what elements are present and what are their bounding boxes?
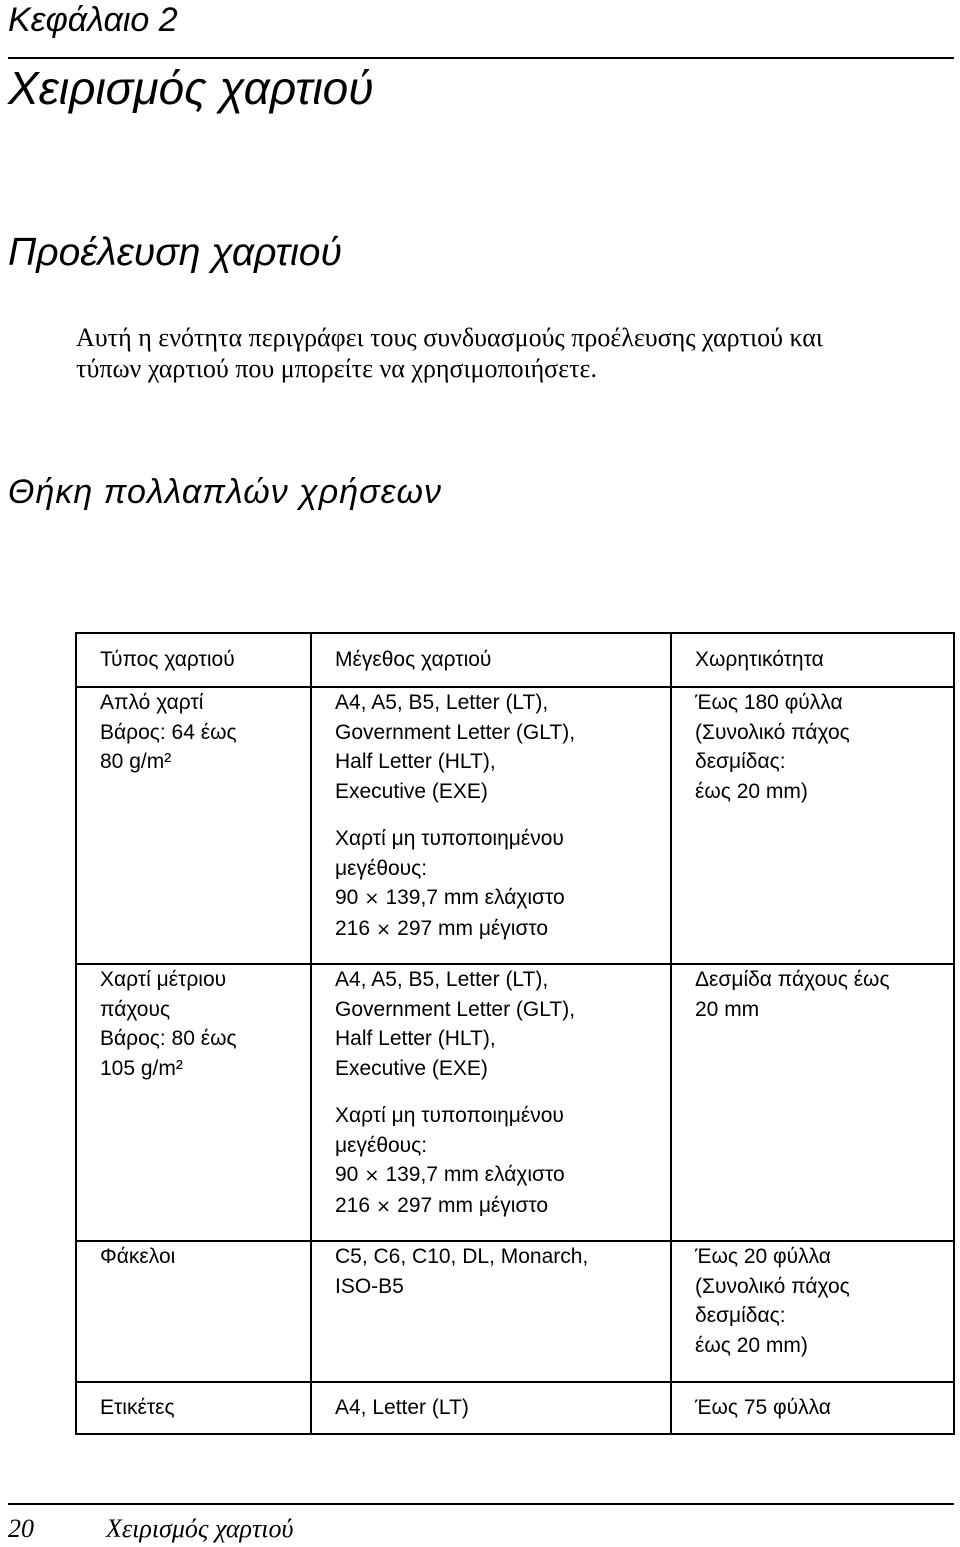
times-symbol: × bbox=[364, 888, 380, 909]
capacity-line: (Συνολικό πάχος bbox=[695, 720, 850, 744]
type-line: Βάρος: 64 έως bbox=[100, 720, 237, 744]
size-line: Half Letter (HLT), bbox=[335, 750, 496, 773]
custom-size-block bbox=[335, 824, 670, 944]
footer-rule bbox=[8, 1503, 954, 1505]
table-row bbox=[76, 687, 954, 964]
cell-paper-type bbox=[76, 687, 311, 964]
min-height: 139,7 mm ελάχιστο bbox=[385, 1163, 565, 1186]
chapter-label: Κεφάλαιο 2 bbox=[8, 1, 178, 39]
custom-size-block bbox=[335, 1101, 670, 1221]
times-symbol: × bbox=[376, 918, 392, 940]
min-width: 90 bbox=[335, 886, 359, 909]
custom-max bbox=[335, 1191, 670, 1222]
cell-paper-size bbox=[311, 687, 671, 964]
size-line: A4, A5, B5, Letter (LT), bbox=[335, 968, 549, 991]
table-header-row bbox=[76, 633, 954, 687]
custom-max bbox=[335, 914, 670, 945]
size-line: Executive (EXE) bbox=[335, 1056, 488, 1080]
type-line: 105 g/m² bbox=[100, 1056, 183, 1080]
intro-line-1: Αυτή η ενότητα περιγράφει τους συνδυασμούς προέλευσης χαρτιού και bbox=[76, 323, 823, 352]
page-number: 20 bbox=[8, 1514, 34, 1543]
cell-paper-type bbox=[76, 964, 311, 1241]
type-line: Ετικέτες bbox=[100, 1396, 175, 1420]
capacity-line: έως 20 mm) bbox=[695, 779, 808, 803]
capacity-line: Δεσμίδα πάχους έως bbox=[695, 968, 890, 991]
table-row bbox=[76, 964, 954, 1241]
type-line: πάχους bbox=[100, 997, 171, 1021]
page-title: Χειρισμός χαρτιού bbox=[8, 62, 374, 114]
capacity-line: έως 20 mm) bbox=[695, 1333, 808, 1357]
cell-paper-type bbox=[76, 1382, 311, 1434]
max-height: 297 mm μέγιστο bbox=[397, 1193, 549, 1217]
table-row bbox=[76, 1241, 954, 1382]
standard-sizes bbox=[335, 965, 670, 1083]
cell-capacity bbox=[671, 1382, 954, 1434]
capacity-line: Έως 75 φύλλα bbox=[695, 1396, 831, 1420]
size-line: A4, A5, B5, Letter (LT), bbox=[335, 691, 549, 714]
type-line: Χαρτί μέτριου bbox=[100, 968, 227, 991]
size-line: Government Letter (GLT), bbox=[335, 720, 576, 744]
capacity-line: 20 mm bbox=[695, 997, 760, 1021]
cell-capacity bbox=[671, 964, 954, 1241]
size-line: Government Letter (GLT), bbox=[335, 997, 576, 1021]
size-line: C5, C6, C10, DL, Monarch, bbox=[335, 1245, 589, 1268]
section-intro bbox=[76, 322, 956, 384]
size-line: ISO-B5 bbox=[335, 1274, 404, 1298]
capacity-line: Έως 180 φύλλα bbox=[695, 691, 843, 714]
paper-spec-table bbox=[75, 632, 955, 1435]
min-height: 139,7 mm ελάχιστο bbox=[385, 886, 565, 909]
custom-min bbox=[335, 883, 670, 914]
custom-title: Χαρτί μη τυποποιημένου bbox=[335, 1104, 564, 1127]
header-capacity: Χωρητικότητα bbox=[671, 633, 954, 687]
header-paper-type: Τύπος χαρτιού bbox=[76, 633, 311, 687]
capacity-line: δεσμίδας: bbox=[695, 1304, 786, 1327]
custom-min bbox=[335, 1160, 670, 1191]
running-title: Χειρισμός χαρτιού bbox=[106, 1514, 294, 1543]
section-heading: Προέλευση χαρτιού bbox=[8, 231, 342, 274]
header-paper-size: Μέγεθος χαρτιού bbox=[311, 633, 671, 687]
table-row bbox=[76, 1382, 954, 1434]
capacity-line: (Συνολικό πάχος bbox=[695, 1274, 850, 1298]
standard-sizes bbox=[335, 688, 670, 806]
intro-line-2: τύπων χαρτιού που μπορείτε να χρησιμοποιήσετε. bbox=[76, 354, 597, 383]
subsection-heading: Θήκη πολλαπλών χρήσεων bbox=[8, 473, 443, 511]
cell-paper-size bbox=[311, 1241, 671, 1382]
custom-title: μεγέθους: bbox=[335, 856, 428, 880]
type-line: Απλό χαρτί bbox=[100, 691, 204, 714]
custom-title: μεγέθους: bbox=[335, 1133, 428, 1157]
max-width: 216 bbox=[335, 916, 371, 940]
cell-paper-size bbox=[311, 1382, 671, 1434]
cell-paper-size bbox=[311, 964, 671, 1241]
min-width: 90 bbox=[335, 1163, 359, 1186]
cell-paper-type bbox=[76, 1241, 311, 1382]
size-line: A4, Letter (LT) bbox=[335, 1396, 469, 1420]
type-line: 80 g/m² bbox=[100, 750, 172, 773]
size-line: Executive (EXE) bbox=[335, 779, 488, 803]
times-symbol: × bbox=[376, 1195, 392, 1217]
custom-title: Χαρτί μη τυποποιημένου bbox=[335, 827, 564, 850]
max-width: 216 bbox=[335, 1193, 371, 1217]
times-symbol: × bbox=[364, 1165, 380, 1186]
type-line: Βάρος: 80 έως bbox=[100, 1027, 237, 1050]
size-line: Half Letter (HLT), bbox=[335, 1027, 496, 1050]
cell-capacity bbox=[671, 687, 954, 964]
max-height: 297 mm μέγιστο bbox=[397, 916, 549, 940]
header-rule bbox=[8, 57, 954, 59]
type-line: Φάκελοι bbox=[100, 1245, 176, 1268]
capacity-line: δεσμίδας: bbox=[695, 750, 786, 773]
page-footer bbox=[8, 1513, 293, 1545]
capacity-line: Έως 20 φύλλα bbox=[695, 1245, 831, 1268]
cell-capacity bbox=[671, 1241, 954, 1382]
